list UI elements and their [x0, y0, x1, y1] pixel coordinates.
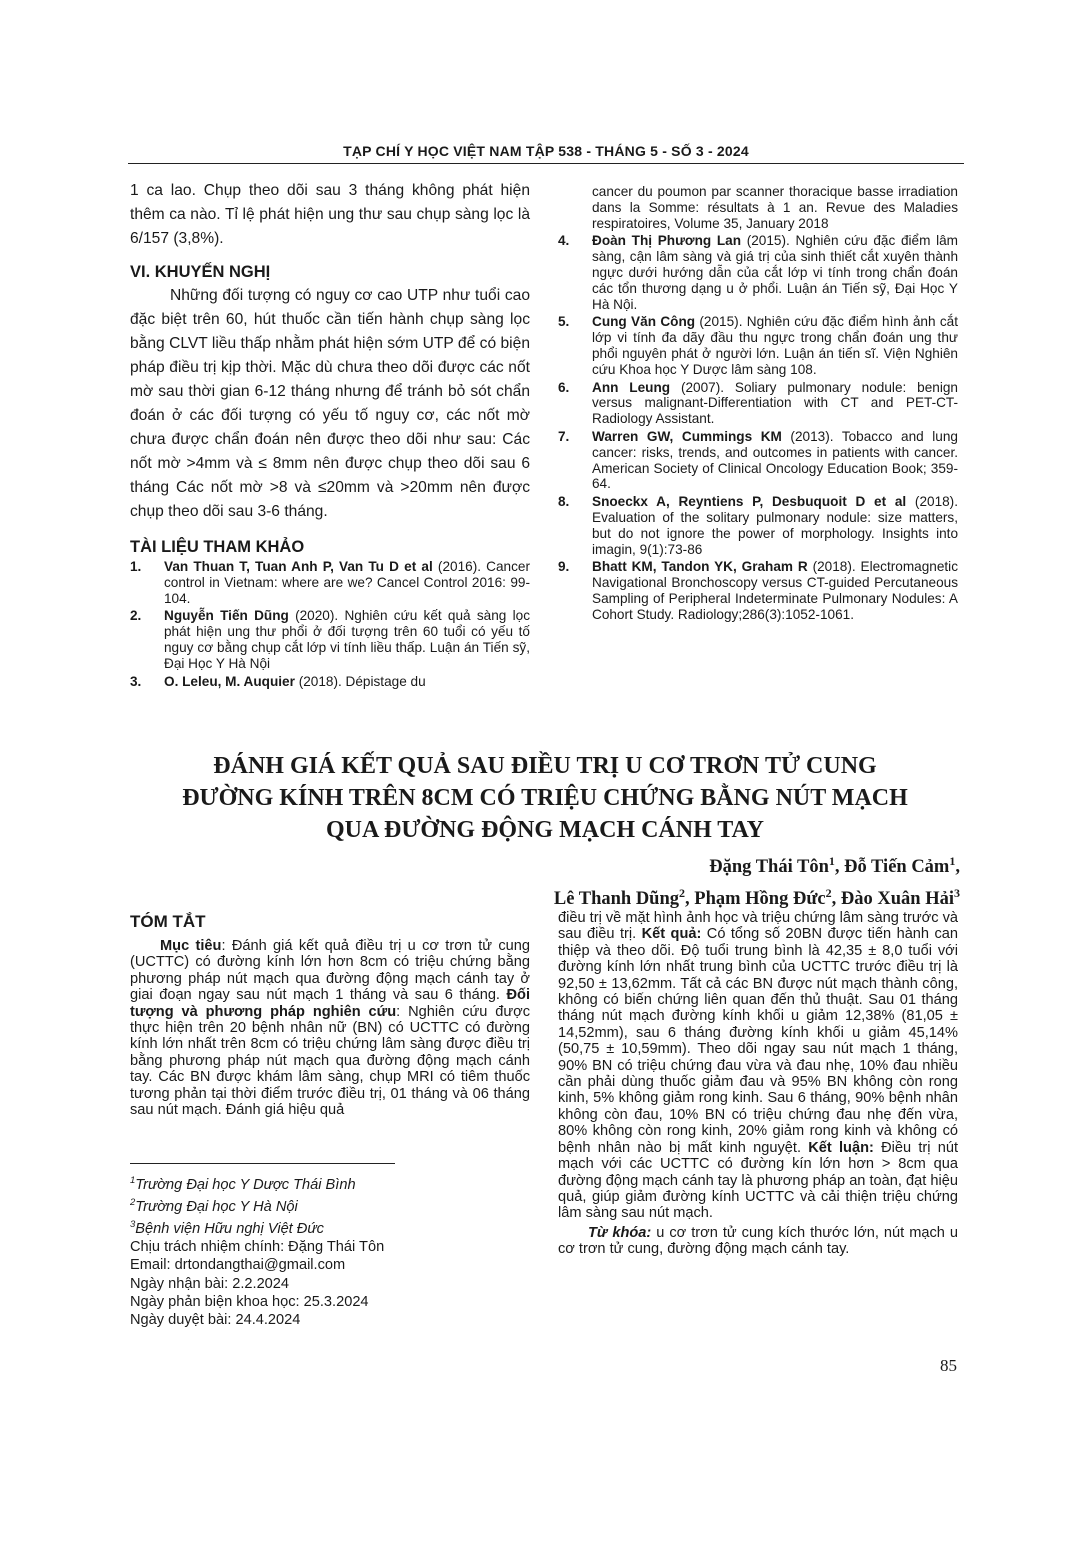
authors-line: Lê Thanh Dũng$^2$, Phạm Hồng Đức$^2$, Đào Xuân Hải$^3$ [553, 886, 960, 910]
title-line: ĐƯỜNG KÍNH TRÊN 8CM CÓ TRIỆU CHỨNG BẰNG NÚT MẠCH [182, 785, 908, 811]
abstract-paragraph: Mục tiêu: Đánh giá kết quả điều trị u cơ trơn tử cung (UCTTC) có đường kính lớn hơn 8cm có triệu chứng bằng phương pháp nút mạch qua đường động mạch cánh tay ở giai đoạn ngay sau nút mạch 1 tháng và sau 6 tháng. Đối tượng và phương pháp nghiên cứu: Nghiên cứu được thực hiện trên 20 bệnh nhân nữ (BN) có UCTTC có đường kính lớn nhất trên 8cm có triệu chứng lâm sàng được điều trị bằng phương pháp nút mạch qua đường động mạch cánh tay. Các BN được khám lâm sàng, chụp MRI có tiêm thuốc tương phản tại thời điểm trước điều trị, 01 tháng và 06 tháng sau nút mạch. Đánh giá hiệu quả [130, 938, 531, 1119]
email: Email: drtondangthai@gmail.com [130, 1257, 346, 1274]
reference-item: 3. O. Leleu, M. Auquier (2018). Dépistage du [130, 673, 426, 689]
author-name: Đỗ Tiến Cảm [844, 857, 950, 878]
abstract-left [130, 912, 530, 1118]
article-title [130, 750, 960, 846]
keywords-label: Từ khóa: [588, 1224, 652, 1241]
reference-item: 8. Snoeckx A, Reyntiens P, Desbuquoit D et al (2018). Evaluation of the solitary pulmonary nodule: size matters, but do not ignore the power of morphology. Insights into imagin, 9(1):73-86 [558, 494, 958, 557]
section-vi-heading: VI. KHUYẾN NGHỊ [130, 263, 271, 281]
author-name: Lê Thanh Dũng [553, 889, 680, 910]
author-name: Đặng Thái Tôn [709, 857, 829, 878]
affiliation: $^1$Trường Đại học Y Dược Thái Bình [130, 1175, 356, 1193]
footnote-divider [130, 1163, 395, 1164]
reference-item: 1. Van Thuan T, Tuan Anh P, Van Tu D et al (2016). Cancer control in Vietnam: where are we? Cancel Control 2016: 99-104. [130, 559, 530, 606]
reference-item: 7. Warren GW, Cummings KM (2013). Tobacco and lung cancer: risks, trends, and outcomes in patients with cancer. American Society of Clinical Oncology Education Book; 359-64. [558, 428, 958, 492]
abstract-paragraph: điều trị về mặt hình ảnh học và triệu chứng lâm sàng trước và sau điều trị. Kết quả: Có tổng số 20BN được tiến hành can thiệp và theo dõi. Độ tuổi trung bình là 42,35 ± 8,0 tuổi với đường kính lớn nhất trung bình của UCTTC trước điều trị là 92,50 ± 13,62mm. Tất cả các BN được nút mạch thành công, không có biến chứng liên quan đến thủ thuật. Sau 01 tháng tháng nút mạch đường kính khối u giảm 12,38% (81,05 ± 14,52mm), sau 6 tháng đường kính khối u giảm 45,14% (50,75 ± 10,59mm). Theo dõi ngay sau nút mạch 1 tháng, 90% BN có triệu chứng đau vừa và đau nhẹ, 10% đau nhiều cần phải dùng thuốc giảm đau và 95% BN không còn rong kinh, 5% không giảm rong kinh. Sau 6 tháng, 90% bệnh nhân không còn đau, 10% BN có triệu chứng đau nhẹ đến vừa, 80% không còn rong kinh, 20% giảm rong kinh và không có bệnh nhân nào bị mất kinh nguyệt. Kết luận: Điều trị nút mạch với các UCTTC có đường kín lớn hơn > 8cm qua đường động mạch cánh tay là phương pháp an toàn, đạt hiệu quả, giúp giảm đường kính UCTTC và cải thiện triệu chứng lâm sàng sau nút mạch. [558, 910, 959, 1222]
accepted-date: Ngày duyệt bài: 24.4.2024 [130, 1312, 301, 1328]
reference-item: 2. Nguyễn Tiến Dũng (2020). Nghiên cứu kết quả sàng lọc phát hiện ung thư phổi ở đối tượng trên 60 tuổi có yếu tố nguy cơ bằng chụp cắt lớp vi tính liều thấp. Luận án Tiến sỹ, Đại Học Y Hà Nội [130, 608, 531, 671]
title-line: QUA ĐƯỜNG ĐỘNG MẠCH CÁNH TAY [325, 817, 764, 843]
results-label: Kết quả: [636, 926, 702, 943]
abstract-heading: TÓM TẮT [130, 912, 206, 931]
reference-item: 4. Đoàn Thị Phương Lan (2015). Nghiên cứu đặc điểm lâm sàng, cận lâm sàng và giá trị của sinh thiết cắt xuyên thành ngực dưới hướng dẫn của cắt lớp vi tính trong chẩn đoán các tổn thương dạng u ở phổi. Luận án Tiến sỹ, Đại Học Y Hà Nội. [558, 233, 958, 312]
methods-label: Đối tượng và phương pháp nghiên cứu [130, 987, 530, 1020]
references-list-left [130, 559, 530, 689]
page-number: 85 [940, 1356, 957, 1375]
author-name: Đào Xuân Hải [840, 889, 954, 910]
reference-item: 9. Bhatt KM, Tandon YK, Graham R (2018). Electromagnetic Navigational Bronchoscopy versus CT-guided Percutaneous Sampling of Peripheral Indeterminate Pulmonary Nodules: A Cohort Study. Radiology;286(3):1052-1061. [558, 559, 958, 622]
received-date: Ngày nhận bài: 2.2.2024 [130, 1275, 290, 1292]
running-header: TẠP CHÍ Y HỌC VIỆT NAM TẬP 538 - THÁNG 5 - SỐ 3 - 2024 [343, 143, 749, 159]
footnotes [130, 1172, 530, 1329]
right-column-upper [558, 184, 958, 623]
header-divider [128, 163, 964, 164]
article-authors [554, 848, 960, 912]
references-heading: TÀI LIỆU THAM KHẢO [130, 538, 305, 556]
conclusion-label: Kết luận: [801, 1139, 874, 1156]
left-column-upper [130, 179, 530, 689]
title-line: ĐÁNH GIÁ KẾT QUẢ SAU ĐIỀU TRỊ U CƠ TRƠN TỬ CUNG [213, 753, 877, 779]
keywords: Từ khóa: u cơ trơn tử cung kích thước lớn, nút mạch u cơ trơn tử cung, đường động mạch cánh tay. [558, 1224, 958, 1258]
affiliation: $^2$Trường Đại học Y Hà Nội [130, 1197, 298, 1215]
review-date: Ngày phản biện khoa học: 25.3.2024 [130, 1293, 369, 1310]
corresponding-author: Chịu trách nhiệm chính: Đặng Thái Tôn [130, 1239, 385, 1256]
objective-label: Mục tiêu [160, 938, 222, 954]
reference-continuation: cancer du poumon par scanner thoracique basse irradiation dans la Somme: résultats à 1 an. Revue des Maladies respiratoires, Volume 35, January 2018 [592, 184, 958, 231]
reference-item: 6. Ann Leung (2007). Soliary pulmonary nodule: benign versus malignant-Differentiation with CT and PET-CT-Radiology Assistant. [558, 379, 958, 427]
section-vi-paragraph: Những đối tượng có nguy cơ cao UTP như tuổi cao đặc biệt trên 60, hút thuốc cần tiến hành chụp sàng lọc bằng CLVT liều thấp nhằm phát hiện sớm UTP để có biện pháp điều trị kịp thời. Mặc dù chưa theo dõi được các nốt mờ sau thời gian 6-12 tháng nhưng để tránh bỏ sót chẩn đoán ở các đối tượng có yếu tố nguy cơ, các nốt mờ chưa được chẩn đoán nên được theo dõi như sau: Các nốt mờ >4mm và ≤ 8mm nên được chụp theo dõi sau 6 tháng Các nốt mờ >8 và ≤20mm và >20mm nên được chụp theo dõi sau 3-6 tháng. [130, 287, 530, 520]
intro-paragraph: 1 ca lao. Chụp theo dõi sau 3 tháng không phát hiện thêm ca nào. Tỉ lệ phát hiện ung thư sau chụp sàng lọc là 6/157 (3,8%). [130, 182, 530, 247]
reference-item: 5. Cung Văn Công (2015). Nghiên cứu đặc điểm hình ảnh cắt lớp vi tính đa dãy đầu thu ngực trong chẩn đoán ung thư phổi nguyên phát ở người lớn. Luận án tiến sĩ. Viện Nghiên cứu Khoa học Y Dược lâm sàng 108. [558, 314, 958, 377]
abstract-right [558, 910, 958, 1258]
affiliation: $^3$Bệnh viện Hữu nghị Việt Đức [130, 1219, 324, 1237]
author-name: Phạm Hồng Đức [694, 889, 826, 910]
authors-line: Đặng Thái Tôn$^1$, Đỗ Tiến Cảm$^1$, [709, 854, 960, 878]
